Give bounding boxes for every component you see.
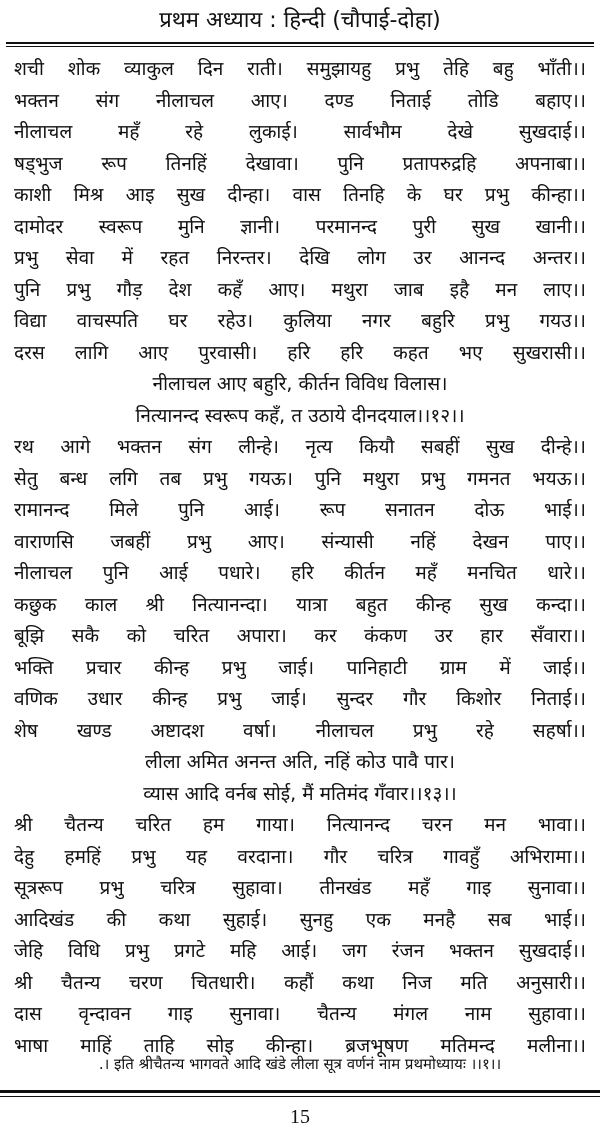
- chapter-heading: प्रथम अध्याय : हिन्दी (चौपाई-दोहा): [159, 8, 441, 33]
- chaupai-line: शची शोक व्याकुल दिन राती। समुझायहु प्रभु तेहि बहु भाँती।।: [14, 58, 586, 80]
- chaupai-line: सेतु बन्ध लगि तब प्रभु गयऊ। पुनि मथुरा प्रभु गमनत भयऊ।।: [14, 467, 586, 490]
- chaupai-line: भाषा माहिं ताहि सोइ कीन्हा। ब्रजभूषण मतिमन्द मलीना।।: [14, 1034, 586, 1057]
- header-rule-thick: [6, 42, 594, 44]
- chaupai-line: आदिखंड की कथा सुहाई। सुनहु एक मनहै सब भाई।।: [14, 908, 586, 931]
- chaupai-line: भक्तन संग नीलाचल आए। दण्ड निताई तोडि बहाए।।: [14, 89, 586, 112]
- chaupai-line: विद्या वाचस्पति घर रहेउ। कुलिया नगर बहुरि प्रभु गयउ।।: [14, 310, 586, 332]
- doha-line: नित्यानन्द स्वरूप कहँ, त उठाये दीनदयाल।।१२।।: [135, 404, 465, 427]
- page-number: 15: [290, 1106, 310, 1128]
- header-rule-thin: [6, 46, 594, 47]
- chapter-colophon: .। इति श्रीचैतन्य भागवते आदि खंडे लीला सूत्र वर्णनं नाम प्रथमोध्यायः ।।१।।: [98, 1055, 502, 1073]
- chaupai-line: दरस लागि आए पुरवासी। हरि हरि कहत भए सुखरासी।।: [14, 341, 586, 364]
- chaupai-line: दामोदर स्वरूप मुनि ज्ञानी। परमानन्द पुरी सुख खानी।।: [14, 215, 586, 238]
- chaupai-line: काशी मिश्र आइ सुख दीन्हा। वास तिनहि के घर प्रभु कीन्हा।।: [14, 184, 586, 206]
- chaupai-line: भक्ति प्रचार कीन्ह प्रभु जाई। पानिहाटी ग्राम में जाई।।: [14, 656, 586, 679]
- chaupai-line: सूत्ररूप प्रभु चरित्र सुहावा। तीनखंड महँ गाइ सुनावा।।: [14, 877, 586, 899]
- doha-line: नीलाचल आए बहुरि, कीर्तन विविध विलास।: [152, 373, 448, 395]
- chaupai-line: रामानन्द मिले पुनि आई। रूप सनातन दोऊ भाई।।: [14, 499, 586, 521]
- chaupai-line: नीलाचल महँ रहे लुकाई। सार्वभौम देखे सुखदाई।।: [14, 121, 586, 143]
- doha-line: लीला अमित अनन्त अति, नहिं कोउ पावै पार।: [144, 751, 455, 773]
- footer-rule-thick: [0, 1090, 600, 1093]
- chaupai-line: जेहि विधि प्रभु प्रगटे महि आई। जग रंजन भक्तन सुखदाई।।: [14, 940, 586, 962]
- chaupai-line: पुनि प्रभु गौड़ देश कहँ आए। मथुरा जाब इहै मन लाए।।: [14, 278, 586, 301]
- chaupai-line: देहु हमहिं प्रभु यह वरदाना। गौर चरित्र गावहुँ अभिरामा।।: [14, 845, 586, 868]
- doha-line: व्यास आदि वर्नब सोई, मैं मतिमंद गँवार।।१३।।: [143, 782, 457, 805]
- chaupai-line: वणिक उधार कीन्ह प्रभु जाई। सुन्दर गौर किशोर निताई।।: [14, 688, 586, 710]
- chaupai-line: श्री चैतन्य चरित हम गाया। नित्यानन्द चरन मन भावा।।: [14, 814, 586, 836]
- verse-block: [14, 54, 586, 1062]
- page-header: [0, 0, 600, 46]
- chaupai-line: षड्भुज रूप तिनहिं देखावा। पुनि प्रतापरुद्रहि अपनाबा।।: [14, 152, 586, 175]
- chaupai-line: रथ आगे भक्तन संग लीन्हे। नृत्य कियौ सबहीं सुख दीन्हे।।: [14, 436, 586, 458]
- footer-rule-thin: [0, 1096, 600, 1097]
- chaupai-line: प्रभु सेवा में रहत निरन्तर। देखि लोग उर आनन्द अन्तर।।: [14, 247, 586, 269]
- chaupai-line: दास वृन्दावन गाइ सुनावा। चैतन्य मंगल नाम सुहावा।।: [14, 1003, 586, 1025]
- chaupai-line: शेष खण्ड अष्टादश वर्षा। नीलाचल प्रभु रहे सहर्षा।।: [14, 719, 586, 742]
- chaupai-line: वाराणसि जबहीं प्रभु आए। संन्यासी नहिं देखन पाए।।: [14, 530, 586, 553]
- chaupai-line: श्री चैतन्य चरण चितधारी। कहौं कथा निज मति अनुसारी।।: [14, 971, 586, 994]
- chaupai-line: कछुक काल श्री नित्यानन्दा। यात्रा बहुत कीन्ह सुख कन्दा।।: [14, 593, 586, 616]
- chaupai-line: बूझि सकै को चरित अपारा। कर कंकण उर हार सँवारा।।: [14, 625, 586, 647]
- chaupai-line: नीलाचल पुनि आई पधारे। हरि कीर्तन महँ मनचित धारे।।: [14, 562, 586, 584]
